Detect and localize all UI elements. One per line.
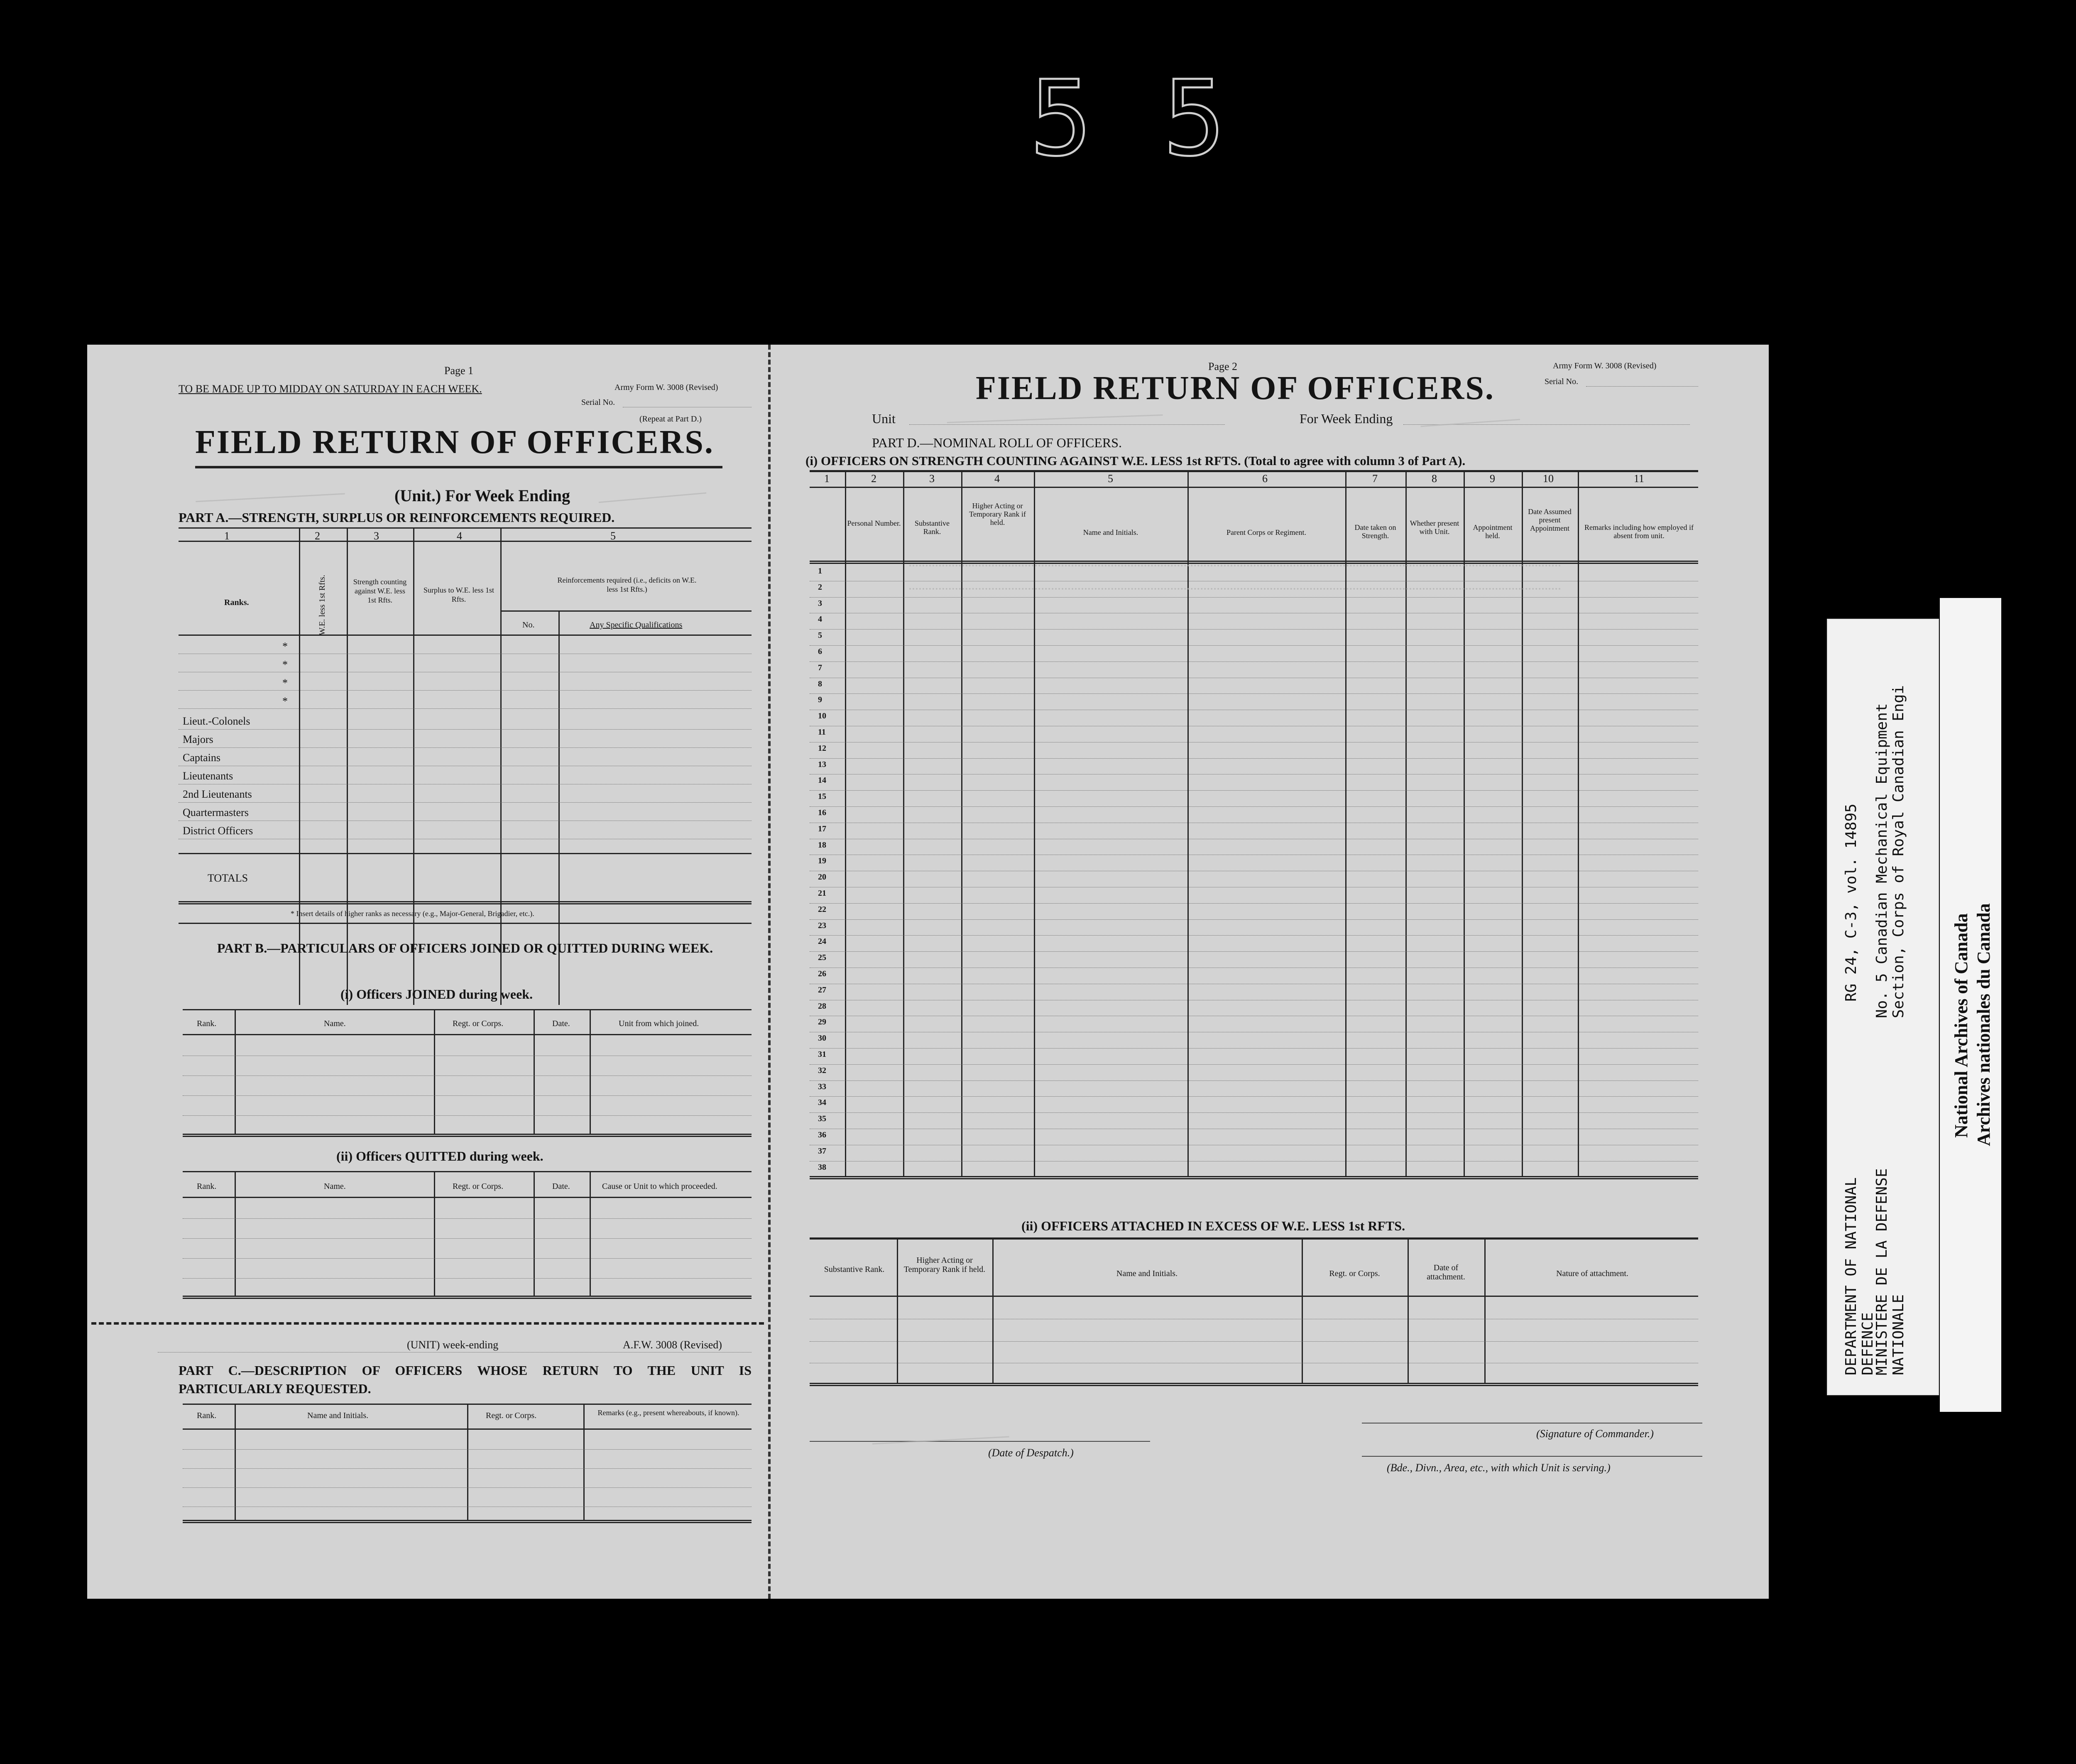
partD-row-line: [810, 919, 1698, 920]
partD-row-number: 27: [818, 985, 826, 995]
page-1: Page 1 TO BE MADE UP TO MIDDAY ON SATURDAY IN EACH WEEK. Army Form W. 3008 (Revised) Serial No. (Repeat at Part D.) FIELD RETURN OF OFFICERS. (Unit.) For Week Ending PART A.—STRENGTH, SURPLUS OR REINFORCEMENTS REQUIRED. 1 2 3 4 5 Ranks. W.E. less 1st Rfts. Strength counting against W.E. less 1st Rfts. Surplus to W.E. less 1st Rfts. Reinforcements required (i.e., deficits on W.E. less 1st Rfts.) No. Any Specific Qualifications * * * * Lieut.-Colonels Majors Captains Lieutenants 2nd Lieutenants Quartermasters District Officers TOTALS * Insert details of higher ranks as necessary (e.g., Major-General, Brigadier, etc.). PART B.—PARTICULARS OF OFFICERS JOINED OR QUITTED DURING WEEK. (i) Officers JOINED during week. Rank. Name. Regt. or Corps. Date. Unit from which joined. (ii) Officers QUITTED during week. Rank. Name. Regt. or Corps. Date. Cause or Unit to which proceeded. (UNIT) week-ending A.F.W. 3008 (Revised) PART C.—DESCRIPTION OF OFFICERS WHOSE RETURN TO THE UNIT IS PARTICULARLY REQUESTED. Rank. Name and Initials. Regt. or Corps. Remarks (e.g., present whereabouts, if known).: [87, 345, 768, 1599]
partD-row-number: 33: [818, 1082, 826, 1091]
partA-qual-header: Any Specific Qualifications: [590, 620, 683, 630]
label-nac-fr: Archives nationales du Canada: [1973, 903, 1994, 1146]
partD-row-number: 26: [818, 969, 826, 978]
page2-serial: Serial No.: [1545, 377, 1579, 386]
partD-col-7: 7: [1372, 473, 1378, 485]
partD-row-number: 25: [818, 953, 826, 963]
partD-row-number: 18: [818, 840, 826, 850]
partD-row-number: 9: [818, 695, 822, 705]
partD-row-line: [810, 806, 1698, 807]
partD-row-number: 12: [818, 743, 826, 753]
quitted-col-rank: Rank.: [197, 1182, 217, 1191]
partD-head-present: Whether present with Unit.: [1410, 519, 1459, 536]
page1-serial: Serial No.: [581, 398, 615, 407]
label-ref: RG 24, C-3, vol. 14895: [1843, 804, 1860, 1002]
page2-handwriting-row1: [909, 565, 1561, 590]
page1-unit-week: (Unit.) For Week Ending: [394, 486, 570, 505]
partD-row-number: 21: [818, 889, 826, 898]
partD-row-number: 5: [818, 631, 822, 640]
partC-heading: PART C.—DESCRIPTION OF OFFICERS WHOSE RETURN TO THE UNIT IS PARTICULARLY REQUESTED.: [179, 1363, 752, 1396]
page1-handwriting: [195, 478, 345, 502]
partD-col-2: 2: [871, 473, 876, 485]
partD-row-number: 2: [818, 582, 822, 592]
label-nac-en: National Archives of Canada: [1951, 913, 1971, 1138]
joined-col-rank: Rank.: [197, 1019, 217, 1028]
partA-rank-5: Quartermasters: [183, 806, 249, 818]
partD-row-number: 31: [818, 1050, 826, 1059]
partA-we-header: W.E. less 1st Rfts.: [318, 575, 327, 635]
partD-row-number: 3: [818, 598, 822, 608]
attached-col-subst: Substantive Rank.: [824, 1265, 885, 1274]
partD-head-higher: Higher Acting or Temporary Rank if held.: [969, 502, 1026, 527]
joined-col-unit: Unit from which joined.: [619, 1019, 699, 1028]
quitted-col-regt: Regt. or Corps.: [453, 1182, 504, 1191]
page2-number: Page 2: [1208, 360, 1238, 372]
partA-reinf-header: Reinforcements required (i.e., deficits on W.E. less 1st Rfts.): [557, 576, 697, 593]
partD-col-4: 4: [994, 473, 1000, 485]
partD-row-number: 38: [818, 1162, 826, 1172]
partD-row-number: 15: [818, 792, 826, 801]
partD-col-9: 9: [1490, 473, 1495, 485]
partD-head-name: Name and Initials.: [1083, 528, 1138, 537]
attached-col-name: Name and Initials.: [1116, 1269, 1178, 1278]
label-dept-3: MINISTERE DE LA DEFENSE: [1873, 1168, 1890, 1375]
partD-row-line: [810, 597, 1698, 598]
partD-row-number: 28: [818, 1001, 826, 1011]
frame-number: 5 5: [1030, 58, 1230, 179]
partD-section-i: (i) OFFICERS ON STRENGTH COUNTING AGAINST W.E. LESS 1st RFTS. (Total to agree with column 3 of Part A).: [805, 453, 1466, 468]
partD-row-number: 11: [818, 728, 826, 737]
partD-row-number: 35: [818, 1114, 826, 1124]
signature-of-commander: (Signature of Commander.): [1536, 1428, 1654, 1440]
partD-head-remarks: Remarks including how employed if absent from unit.: [1584, 523, 1694, 540]
page1-instruction: TO BE MADE UP TO MIDDAY ON SATURDAY IN EACH WEEK.: [179, 383, 482, 395]
partC-unit-line: (UNIT) week-ending: [407, 1339, 499, 1351]
label-dept-1: DEPARTMENT OF NATIONAL: [1843, 1177, 1860, 1375]
partA-surplus-header: Surplus to W.E. less 1st Rfts.: [423, 586, 495, 603]
partD-col-5: 5: [1108, 473, 1113, 485]
quitted-col-cause: Cause or Unit to which proceeded.: [602, 1182, 717, 1191]
partA-col-1: 1: [224, 530, 230, 542]
partD-col-8: 8: [1432, 473, 1437, 485]
partA-rank-1: Majors: [183, 733, 213, 745]
partD-row-number: 17: [818, 824, 826, 833]
partD-row-number: 1: [818, 566, 822, 576]
partD-row-number: 16: [818, 808, 826, 817]
partD-col-11: 11: [1634, 473, 1645, 485]
partA-totals: TOTALS: [208, 872, 248, 884]
partD-row-number: 24: [818, 937, 826, 946]
page1-form-no: Army Form W. 3008 (Revised): [614, 383, 718, 392]
partD-row-line: [810, 629, 1698, 630]
archive-label-reference: [1827, 619, 1939, 1395]
partD-row-line: [810, 1112, 1698, 1113]
partC-col-remarks: Remarks (e.g., present whereabouts, if known).: [597, 1409, 739, 1417]
partA-strength-header: Strength counting against W.E. less 1st Rfts.: [353, 578, 407, 604]
partD-row-line: [810, 1080, 1698, 1081]
page1-handwriting-2: [597, 477, 706, 503]
quitted-col-date: Date.: [552, 1182, 570, 1191]
page2-week-ending: For Week Ending: [1300, 411, 1393, 426]
label-dept-4: NATIONALE: [1890, 1294, 1907, 1375]
partA-rank-0: Lieut.-Colonels: [183, 715, 250, 727]
partD-row-number: 34: [818, 1098, 826, 1107]
partD-row-number: 4: [818, 615, 822, 624]
partD-heading: PART D.—NOMINAL ROLL OF OFFICERS.: [872, 435, 1122, 450]
partD-section-ii: (ii) OFFICERS ATTACHED IN EXCESS OF W.E. LESS 1st RFTS.: [1021, 1218, 1405, 1233]
partC-afw: A.F.W. 3008 (Revised): [623, 1339, 722, 1351]
partD-row-line: [810, 758, 1698, 759]
partD-row-number: 20: [818, 872, 826, 882]
partD-head-date-assumed: Date Assumed present Appointment: [1528, 507, 1572, 532]
attached-col-date: Date of attachment.: [1427, 1263, 1465, 1281]
partD-row-line: [810, 645, 1698, 646]
bde-divn-area: (Bde., Divn., Area, etc., with which Unit is serving.): [1387, 1462, 1611, 1474]
partA-col-3: 3: [374, 530, 379, 542]
label-dept-2: DEFENCE: [1859, 1312, 1876, 1375]
attached-col-higher: Higher Acting or Temporary Rank if held.: [903, 1256, 986, 1274]
partD-row-line: [810, 693, 1698, 694]
form-sheet: [87, 345, 1769, 1599]
partA-col-2: 2: [315, 530, 320, 542]
page2-title: FIELD RETURN OF OFFICERS.: [976, 370, 1495, 407]
partD-row-number: 6: [818, 647, 822, 656]
partD-col-10: 10: [1543, 473, 1554, 485]
partA-ranks-header: Ranks.: [224, 598, 249, 607]
page1-title: FIELD RETURN OF OFFICERS.: [195, 424, 714, 461]
label-desc-1: No. 5 Canadian Mechanical Equipment: [1873, 703, 1890, 1018]
partA-col-4: 4: [457, 530, 462, 542]
page-fold: [768, 345, 772, 1599]
label-desc-2: Section, Corps of Royal Canadian Engi: [1890, 685, 1907, 1018]
partD-row-number: 13: [818, 760, 826, 769]
partD-row-number: 10: [818, 711, 826, 721]
partB-joined-title: (i) Officers JOINED during week.: [340, 987, 533, 1002]
partD-head-appointment: Appointment held.: [1473, 523, 1513, 540]
partD-row-number: 37: [818, 1146, 826, 1156]
partD-col-6: 6: [1262, 473, 1268, 485]
partD-head-subst: Substantive Rank.: [915, 519, 950, 536]
page-2: [772, 345, 1769, 1599]
attached-col-nature: Nature of attachment.: [1556, 1269, 1628, 1278]
partA-rank-3: Lieutenants: [183, 770, 233, 782]
partA-rank-4: 2nd Lieutenants: [183, 788, 252, 800]
archive-label-nac: [1940, 598, 2001, 1412]
joined-col-date: Date.: [552, 1019, 570, 1028]
partD-row-number: 22: [818, 904, 826, 914]
joined-col-name: Name.: [324, 1019, 346, 1028]
date-of-despatch: (Date of Despatch.): [988, 1447, 1074, 1459]
partA-col-5: 5: [610, 530, 616, 542]
joined-col-regt: Regt. or Corps.: [453, 1019, 504, 1028]
quitted-col-name: Name.: [324, 1182, 346, 1191]
page2-unit: Unit: [872, 411, 896, 426]
page1-repeat-note: (Repeat at Part D.): [639, 414, 702, 424]
partD-col-1: 1: [824, 473, 830, 485]
partC-col-name: Name and Initials.: [307, 1411, 369, 1420]
partD-row-number: 14: [818, 776, 826, 785]
partD-row-line: [810, 935, 1698, 936]
partD-head-date-strength: Date taken on Strength.: [1354, 523, 1396, 540]
partA-footnote: * Insert details of higher ranks as necessary (e.g., Major-General, Brigadier, etc.).: [291, 909, 534, 918]
partD-row-line: [810, 1096, 1698, 1097]
partA-heading: PART A.—STRENGTH, SURPLUS OR REINFORCEMENTS REQUIRED.: [179, 510, 615, 525]
partD-head-corps: Parent Corps or Regiment.: [1227, 528, 1306, 537]
partD-row-number: 36: [818, 1130, 826, 1139]
partD-row-line: [810, 903, 1698, 904]
partD-row-number: 8: [818, 679, 822, 688]
page2-form-no: Army Form W. 3008 (Revised): [1553, 361, 1657, 370]
partC-col-regt: Regt. or Corps.: [486, 1411, 537, 1420]
partA-no-header: No.: [522, 620, 535, 630]
partD-row-number: 29: [818, 1017, 826, 1027]
partD-row-number: 23: [818, 921, 826, 930]
partD-row-number: 19: [818, 856, 826, 866]
partD-row-number: 32: [818, 1066, 826, 1075]
partD-head-personal: Personal Number.: [847, 519, 901, 527]
partC-col-rank: Rank.: [197, 1411, 217, 1420]
partA-rank-2: Captains: [183, 752, 220, 764]
partA-rank-6: District Officers: [183, 825, 253, 837]
partB-quitted-title: (ii) Officers QUITTED during week.: [336, 1149, 543, 1164]
partD-row-number: 30: [818, 1034, 826, 1043]
partB-heading: PART B.—PARTICULARS OF OFFICERS JOINED OR QUITTED DURING WEEK.: [217, 941, 713, 956]
partD-row-line: [810, 790, 1698, 791]
partD-row-line: [810, 1064, 1698, 1065]
attached-col-regt: Regt. or Corps.: [1329, 1269, 1380, 1278]
partD-row-line: [810, 951, 1698, 952]
partD-row-number: 7: [818, 663, 822, 672]
partD-row-line: [810, 1048, 1698, 1049]
page1-number: Page 1: [444, 365, 474, 377]
partD-col-3: 3: [929, 473, 935, 485]
